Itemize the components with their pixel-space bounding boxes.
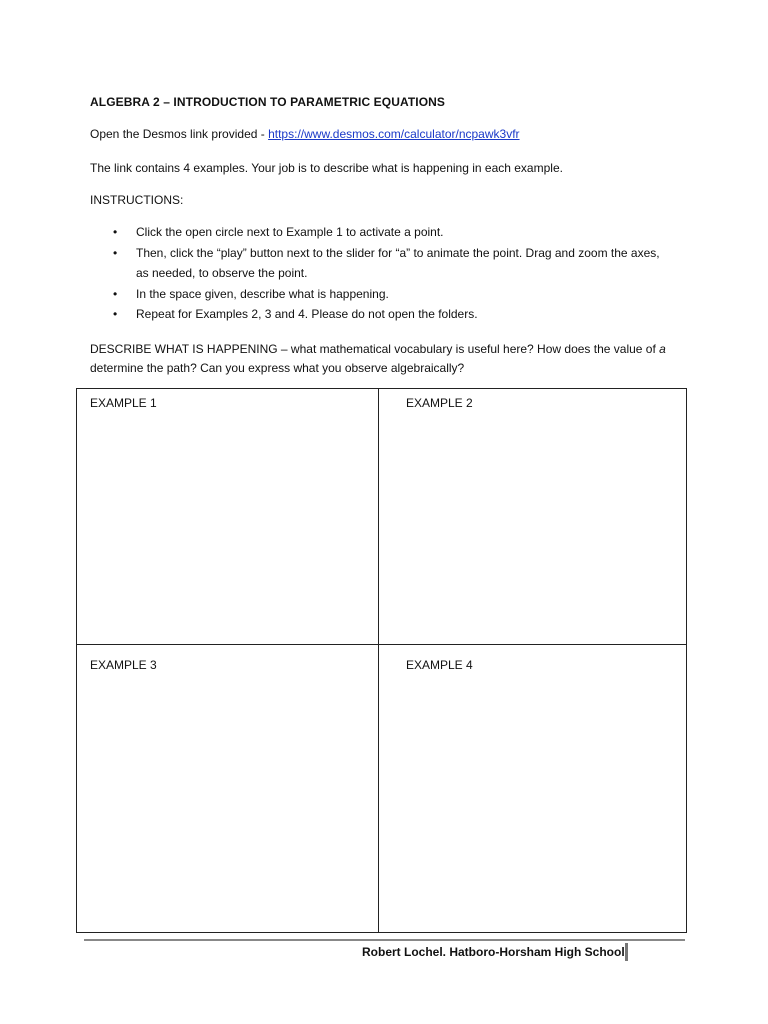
open-link-line [90,124,520,144]
open-link-prefix: Open the Desmos link provided - [90,127,269,141]
desmos-link[interactable]: https://www.desmos.com/calculator/ncpawk3vfr [268,127,520,141]
instruction-text: Then, click the “play” button next to the slider for “a” to animate the point. Drag and zoom the axes, as needed, to observe the point. [136,245,660,280]
instruction-item [90,284,690,305]
contains-line: The link contains 4 examples. Your job is to describe what is happening in each example. [90,161,563,175]
bullet-icon: • [113,225,118,239]
bullet-icon: • [113,286,118,301]
instruction-text: In the space given, describe what is happening. [136,286,389,301]
example-3-label: EXAMPLE 3 [90,658,157,672]
instruction-item [90,243,671,284]
describe-prompt [90,340,690,378]
instruction-item [90,304,690,325]
footer-rule [84,939,685,941]
bullet-icon: • [113,307,118,321]
example-2-label: EXAMPLE 2 [406,396,473,410]
footer-author: Robert Lochel. Hatboro-Horsham High School [362,945,625,959]
instruction-text: Repeat for Examples 2, 3 and 4. Please do not open the folders. [136,307,478,321]
page-title: ALGEBRA 2 – INTRODUCTION TO PARAMETRIC EQUATIONS [90,95,446,109]
footer-page-bar [625,943,628,961]
grid-horizontal-divider [76,644,687,645]
describe-suffix: determine the path? Can you express what you observe algebraically? [90,361,465,375]
example-1-label: EXAMPLE 1 [90,396,157,410]
describe-prefix: DESCRIBE WHAT IS HAPPENING – what mathematical vocabulary is useful here? How does the value of [90,342,660,356]
describe-variable: a [659,342,666,356]
instructions-heading: INSTRUCTIONS: [90,193,184,207]
instructions-list [90,222,690,325]
example-4-label: EXAMPLE 4 [406,658,473,672]
examples-grid [76,388,687,933]
bullet-icon: • [113,245,118,260]
instruction-item [90,222,690,243]
instruction-text: Click the open circle next to Example 1 to activate a point. [136,225,444,239]
grid-vertical-divider [378,388,379,933]
